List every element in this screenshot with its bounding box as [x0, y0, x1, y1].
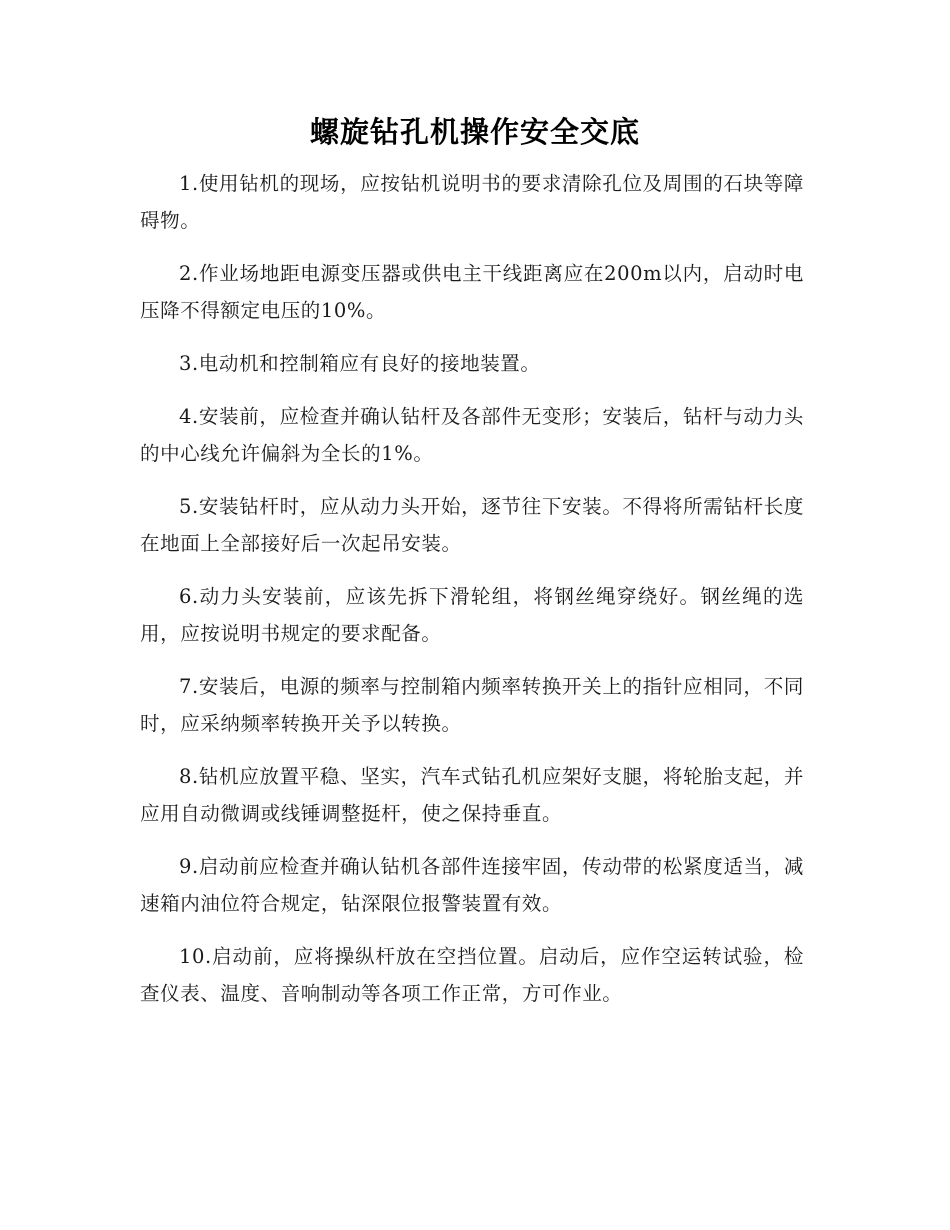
paragraph-3: 3.电动机和控制箱应有良好的接地装置。 — [179, 352, 541, 375]
paragraph-8: 8.钻机应放置平稳、坚实，汽车式钻孔机应架好支腿，将轮胎支起，并应用自动微调或线锤调整挺杆，使之保持垂直。 — [140, 765, 804, 825]
document-title: 螺旋钻孔机操作安全交底 — [309, 115, 640, 149]
paragraph-10: 10.启动前，应将操纵杆放在空挡位置。启动后，应作空运转试验，检查仪表、温度、音响制动等各项工作正常，方可作业。 — [140, 945, 804, 1005]
paragraph-1: 1.使用钻机的现场，应按钻机说明书的要求清除孔位及周围的石块等障碍物。 — [140, 172, 804, 232]
paragraph-7: 7.安装后，电源的频率与控制箱内频率转换开关上的指针应相同，不同时，应采纳频率转换开关予以转换。 — [140, 675, 804, 735]
paragraph-2: 2.作业场地距电源变压器或供电主干线距离应在200m以内，启动时电压降不得额定电压的10%。 — [140, 262, 804, 322]
paragraph-9: 9.启动前应检查并确认钻机各部件连接牢固，传动带的松紧度适当，减速箱内油位符合规定，钻深限位报警装置有效。 — [140, 855, 804, 915]
paragraph-6: 6.动力头安装前，应该先拆下滑轮组，将钢丝绳穿绕好。钢丝绳的选用，应按说明书规定的要求配备。 — [140, 585, 804, 645]
paragraph-5: 5.安装钻杆时，应从动力头开始，逐节往下安装。不得将所需钻杆长度在地面上全部接好后一次起吊安装。 — [140, 495, 804, 555]
document-body — [140, 165, 804, 1028]
paragraph-4: 4.安装前，应检查并确认钻杆及各部件无变形；安装后，钻杆与动力头的中心线允许偏斜为全长的1%。 — [140, 405, 804, 465]
